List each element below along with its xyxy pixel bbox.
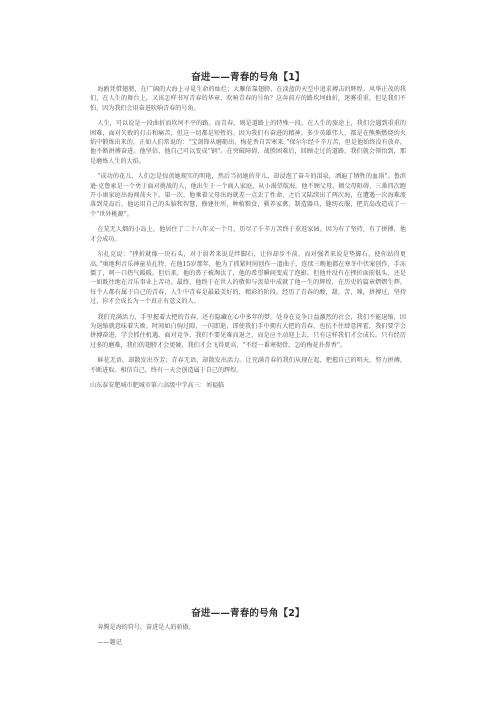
article-2-title: 奋进——青春的号角【2】 [191,608,305,619]
paragraph: 海鸥凭借翅膀，在广阔的大海上寻觅生命的灿烂；大雁依靠翅膀，在淡蓝的天空中追求搏击的辉煌。风华正茂的我们，在人生的舞台上，又该怎样书写青春的华章，吹响青春的号角？这奔前方的路坎坷曲折，迷雾重重。但是我们不怕，因为我们会用奋进吹响青春的号角。 [90,86,406,112]
paragraph: 人生，可以说是一段曲折而坎坷不平的路。而青春，则是道路上的特殊一段。在人生的旅途上，我们会遇到重重的困难，面对失败的打击和痛苦，但这一切都是短暂的。因为我们有奋进的精神。多少英雄伟人，都是在熊熊燃烧的火焰中锻炼出来的，正如人们常说的：“宝剑锋从磨砺出，梅花香自苦寒来。”保尔尔经千辛万苦，但是他始终没有放弃，他不断拼搏奋进。他坚信，他自己可以变成“钢”。在突破障碍、战胜困难后，回顾走过的道路，我们就会领悟到，那是磨炼人生的大焰。 [90,120,406,165]
epigraph-label: ——题记 [97,639,122,647]
paragraph: “成功的花儿，人们怎是惊羡她现实的明艳，然后当初她的芽儿，却浸泡了奋斗的泪泉，洒遍了牺牲的血雨”。鲁滨逊·克鲁索是一个勇于面对挑战的人，他出生于一个商人家庭，从小渴望航海。他不顾父母、顿父母阻碍，三番四次跑开小康家庭出海闯荡天下。第一次，他乘着父母出海就差一点丢了性命，之后又陆续出了两次海，在遭遇一次海难流落到荒岛后，他运用自己的头脑和智慧，修建住所，种植粮食，驯养家禽，制造器具，缝纫衣服，把荒岛改造成了一个“世外桃源”。 [90,173,406,218]
paragraph: 鲜花无语，却散发出芬芳；青春无语，却散发出活力。让充满青春的我们从现在起，把握自己的明天，努力拼搏，不断进取。相信自己，终有一天会创造属于自己的辉煌。 [90,357,406,374]
paragraph: 在荒无人烟的小岛上，他居住了二十八年又一个月，历尽了千辛万苦终于重返家园。因为有了坚持，有了拼搏，他才会成功。 [90,226,406,243]
paragraph: 我们充满活力，手里握着大把的青春，还有隐藏在心中多年的梦。处身在竞争日益激烈的社会，我们不能退缩，因为退缩就意味着失败。时间如白驹过隙，一闪即逝，即使我们手中拥有大把的青春，也抗不住肆意挥霍，我们要学会拼搏奋进，学会抓住机遇，面对竞争，我们不要见难而退之，而是应主动迎上去，只有这样我们才会成长。只有经历过多的磨难，我们的翅膀才会更硬，我们才会飞得更高，“不经一番寒彻骨，怎的梅花扑鼻香”。 [90,313,406,349]
author-signature: 山东泰安肥城市肥城市第六高级中学高三：刘福临 [90,381,225,389]
article-2-body [90,623,406,654]
article-1-body [90,85,406,396]
paragraph: 奔腾是海的符号，奋进是人的骄傲。 [97,624,195,631]
article-1-title: 奋进——青春的号角【1】 [191,72,305,83]
paragraph: 尔扎克说：“挫折就像一块石头，对于弱者来说是绊脚石，让你却步不前，而对强者来说是垫脚石，使你站得更高。”奥地利音乐神童莫扎特，在他15岁那年，他为了抓紧时间创作一道曲子，连续三晚他都在寒冬中伏案创作，手冻僵了，呵一口热气暖暖。但后来，他的鼻子被淘汰了，他的希望瞬间变成了泡影。但他并没有在挫折面前低头，还是一如既往地在音乐事业上苦功。最终，他终于在世人的敬仰与羡慕中成就了他一生的辉煌，在历史的篇章熠熠生辉。每个人都有属于自己的青春，人生中青春是最最美好的，精彩的阶段。经历了青春的酸，甜，苦，辣，拼搏过，坚持过，你才会成长为一个真正有意义的人。 [90,251,406,306]
